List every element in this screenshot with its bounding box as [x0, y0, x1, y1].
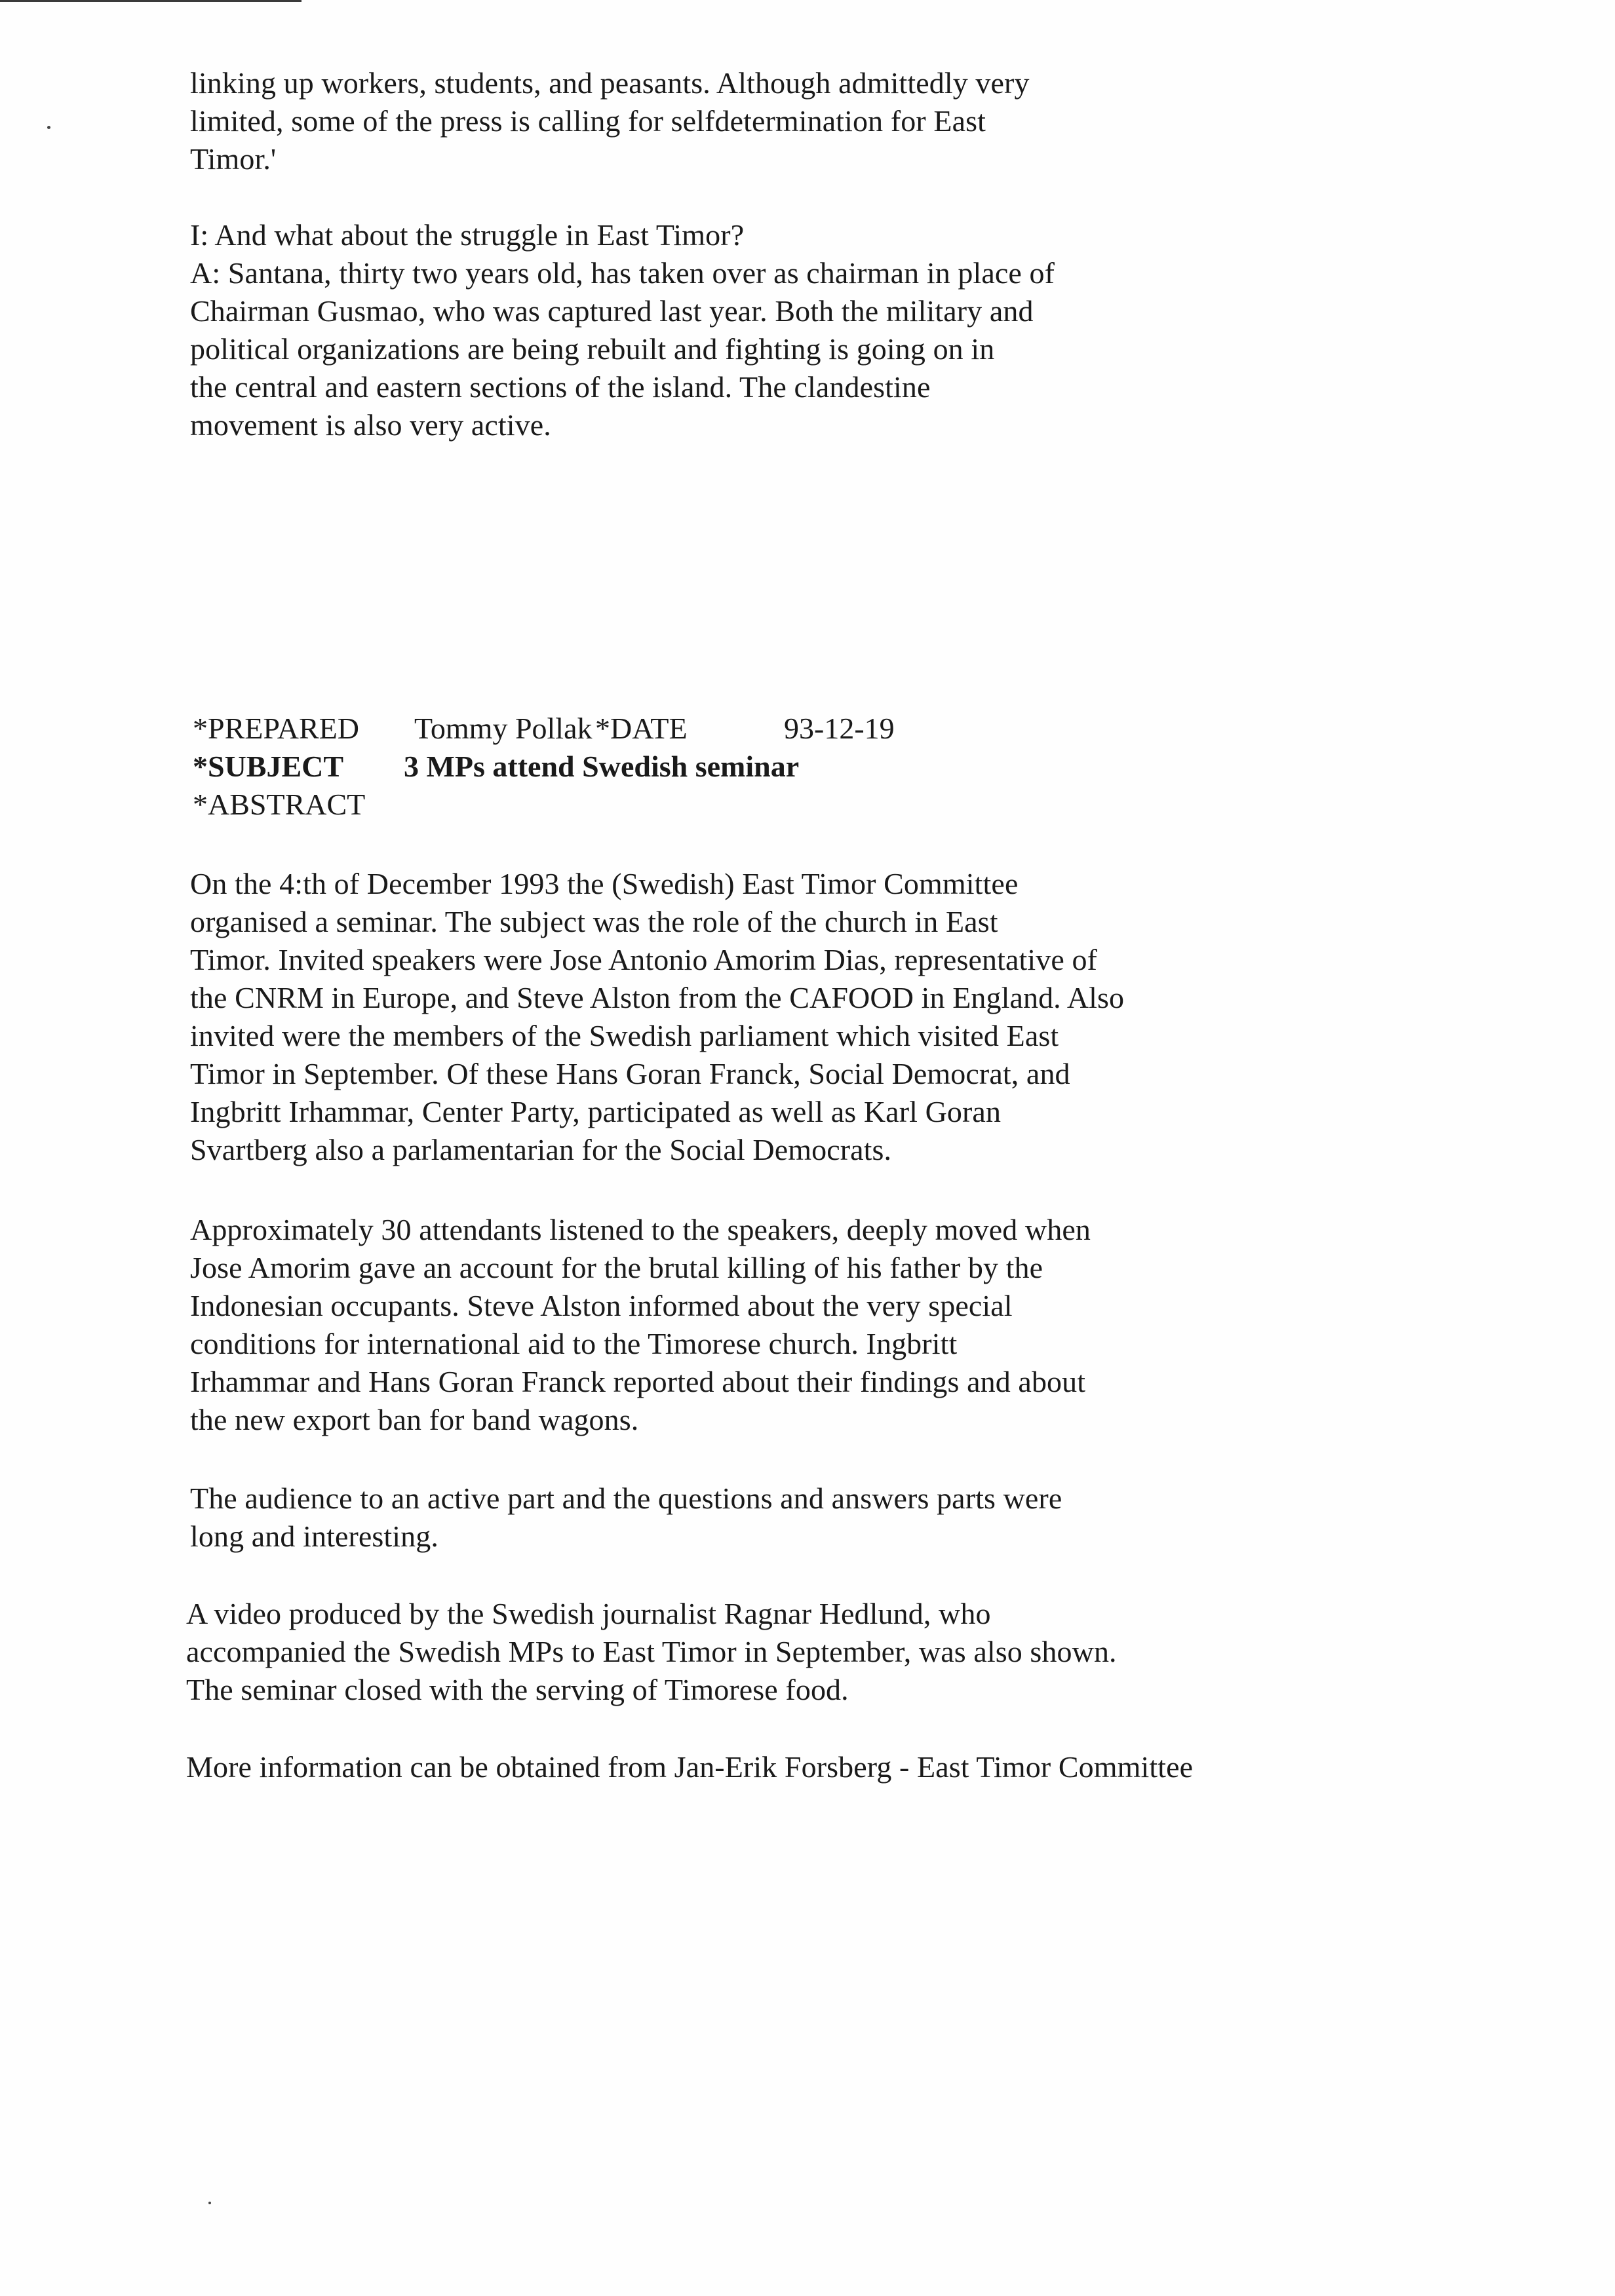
article-line: Ingbritt Irhammar, Center Party, participated as well as Karl Goran: [190, 1095, 1002, 1128]
body-line: linking up workers, students, and peasants. Although admittedly very: [190, 66, 1030, 100]
article-line: conditions for international aid to the Timorese church. Ingbritt: [190, 1327, 958, 1360]
date-value: 93-12-19: [784, 712, 895, 745]
abstract-label: *ABSTRACT: [193, 788, 366, 821]
article-line: On the 4:th of December 1993 the (Swedish) East Timor Committee: [190, 867, 1019, 900]
article-line: the new export ban for band wagons.: [190, 1403, 639, 1436]
article-line: Jose Amorim gave an account for the brutal killing of his father by the: [190, 1251, 1043, 1284]
article-line: Approximately 30 attendants listened to the speakers, deeply moved when: [190, 1213, 1091, 1246]
article-line: the CNRM in Europe, and Steve Alston from the CAFOOD in England. Also: [190, 981, 1125, 1014]
article-line: Svartberg also a parlamentarian for the Social Democrats.: [190, 1133, 892, 1166]
scan-edge-mark: [0, 0, 302, 2]
article-line: organised a seminar. The subject was the role of the church in East: [190, 905, 998, 938]
article-line: invited were the members of the Swedish parliament which visited East: [190, 1019, 1059, 1052]
interview-answer-line: political organizations are being rebuilt and fighting is going on in: [190, 332, 995, 366]
article-line: The audience to an active part and the questions and answers parts were: [190, 1482, 1062, 1515]
date-label: *DATE: [595, 712, 688, 745]
interview-answer-line: A: Santana, thirty two years old, has taken over as chairman in place of: [190, 256, 1055, 290]
interview-question: I: And what about the struggle in East Timor?: [190, 218, 745, 252]
article-line: A video produced by the Swedish journalist Ragnar Hedlund, who: [186, 1597, 991, 1630]
article-line: Indonesian occupants. Steve Alston informed about the very special: [190, 1289, 1013, 1322]
contact-line: More information can be obtained from Jan-Erik Forsberg - East Timor Committee: [186, 1750, 1194, 1784]
subject-value: 3 MPs attend Swedish seminar: [404, 750, 800, 783]
scan-speck: [47, 126, 50, 129]
interview-answer-line: Chairman Gusmao, who was captured last year. Both the military and: [190, 294, 1034, 328]
article-line: accompanied the Swedish MPs to East Timor in September, was also shown.: [186, 1635, 1117, 1668]
scan-speck: [208, 2202, 211, 2204]
article-line: long and interesting.: [190, 1520, 438, 1553]
body-line: Timor.': [190, 142, 277, 176]
article-line: Timor in September. Of these Hans Goran Franck, Social Democrat, and: [190, 1057, 1070, 1090]
article-line: Irhammar and Hans Goran Franck reported about their findings and about: [190, 1365, 1086, 1398]
prepared-label: *PREPARED: [193, 712, 359, 745]
article-line: Timor. Invited speakers were Jose Antonio Amorim Dias, representative of: [190, 943, 1097, 976]
interview-answer-line: the central and eastern sections of the island. The clandestine: [190, 370, 931, 404]
subject-label: *SUBJECT: [193, 750, 344, 783]
body-line: limited, some of the press is calling for selfdetermination for East: [190, 104, 986, 138]
prepared-value: Tommy Pollak: [414, 712, 593, 745]
interview-answer-line: movement is also very active.: [190, 408, 551, 442]
article-line: The seminar closed with the serving of Timorese food.: [186, 1673, 849, 1706]
